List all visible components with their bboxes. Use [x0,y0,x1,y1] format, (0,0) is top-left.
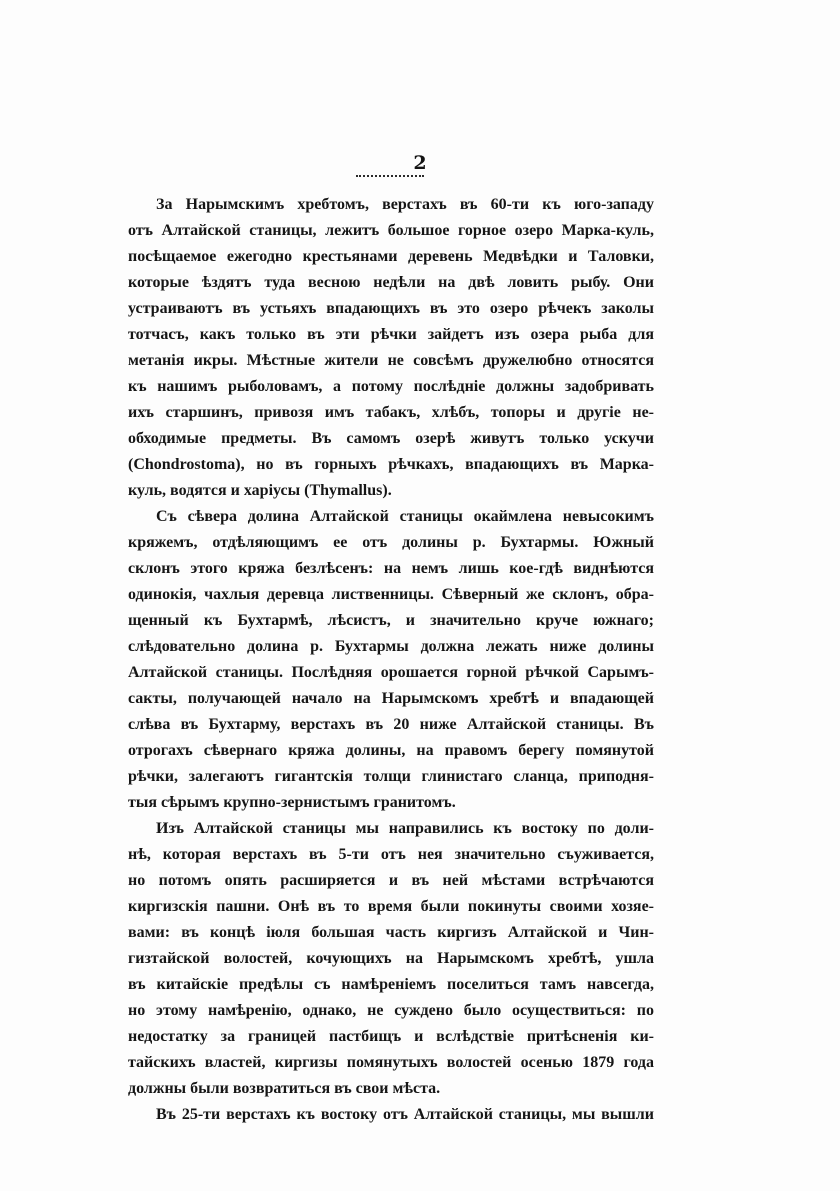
text-line: слѣва въ Бухтарму, верстахъ въ 20 ниже Алтайской станицы. Въ [128,716,654,733]
paragraph-4 [128,1102,654,1128]
text-line: метанія икры. Мѣстные жители не совсѣмъ дружелюбно относятся [128,352,654,369]
text-line: гизтайской волостей, кочующихъ на Нарымскомъ хребтѣ, ушла [128,950,654,967]
text-line: которые ѣздятъ туда весною недѣли на двѣ ловить рыбу. Они [128,274,654,291]
text-line: обходимые предметы. Въ самомъ озерѣ живутъ только ускучи [128,430,654,447]
paragraph-2 [128,504,654,816]
text-line: Въ 25-ти верстахъ къ востоку отъ Алтайской станицы, мы вышли [156,1106,654,1123]
text-line: но потомъ опять расширяется и въ ней мѣстами встрѣчаются [128,872,654,889]
paragraph-1 [128,192,654,504]
text-line: нѣ, которая верстахъ въ 5-ти отъ нея значительно съуживается, [128,846,654,863]
text-line: одинокія, чахлыя деревца лиственницы. Сѣверный же склонъ, обра- [128,586,654,603]
text-line: вами: въ концѣ іюля большая часть киргизъ Алтайской и Чин- [128,924,654,941]
text-line: тотчасъ, какъ только въ эти рѣчки зайдетъ изъ озера рыба для [128,326,654,343]
text-line: Алтайской станицы. Послѣдняя орошается горной рѣчкой Сарымъ- [128,664,654,681]
text-line: къ нашимъ рыболовамъ, а потому послѣдніе должны задобривать [128,378,654,395]
paragraph-3 [128,816,654,1102]
text-line: тайскихъ властей, киргизы помянутыхъ волостей осенью 1879 года [128,1054,654,1071]
text-line: щенный къ Бухтармѣ, лѣсистъ, и значительно круче южнаго; [128,612,654,629]
text-line: ихъ старшинъ, привозя имъ табакъ, хлѣбъ, топоры и другіе не- [128,404,654,421]
text-line: отъ Алтайской станицы, лежитъ большое горное озеро Марка-куль, [128,222,654,239]
text-line: склонъ этого кряжа безлѣсенъ: на немъ лишь кое-гдѣ виднѣются [128,560,654,577]
text-line: За Нарымскимъ хребтомъ, верстахъ въ 60-ти къ юго-западу [156,196,654,213]
text-line: (Chondrostoma), но въ горныхъ рѣчкахъ, впадающихъ въ Марка- [128,456,654,473]
text-line: отрогахъ сѣвернаго кряжа долины, на правомъ берегу помянутой [128,742,654,759]
text-line: куль, водятся и харіусы (Thymallus). [128,482,392,499]
text-line: слѣдовательно долина р. Бухтармы должна лежать ниже долины [128,638,654,655]
text-line: но этому намѣренію, однако, не суждено было осуществиться: по [128,1002,654,1019]
text-line: киргизскія пашни. Онѣ въ то время были покинуты своими хозяе- [128,898,654,915]
text-line: сакты, получающей начало на Нарымскомъ хребтѣ и впадающей [128,690,654,707]
text-line: недостатку за границей пастбищъ и вслѣдствіе притѣсненія ки- [128,1028,654,1045]
text-line: тыя сѣрымъ крупно-зернистымъ гранитомъ. [128,794,456,811]
text-line: въ китайскіе предѣлы съ намѣреніемъ поселиться тамъ навсегда, [128,976,654,993]
body-text [128,192,654,1128]
text-line: кряжемъ, отдѣляющимъ ее отъ долины р. Бухтармы. Южный [128,534,654,551]
page-number-rule [356,175,424,177]
text-line: Съ сѣвера долина Алтайской станицы окаймлена невысокимъ [156,508,654,525]
text-line: должны были возвратиться въ свои мѣста. [128,1080,441,1097]
text-line: рѣчки, залегаютъ гигантскія толщи глинистаго сланца, приподня- [128,768,654,785]
page-number: 2 [413,152,427,174]
text-line: Изъ Алтайской станицы мы направились къ востоку по доли- [156,820,654,837]
text-line: посѣщаемое ежегодно крестьянами деревень Медвѣдки и Таловки, [128,248,654,265]
text-line: устраиваютъ въ устьяхъ впадающихъ въ это озеро рѣчекъ заколы [128,300,654,317]
